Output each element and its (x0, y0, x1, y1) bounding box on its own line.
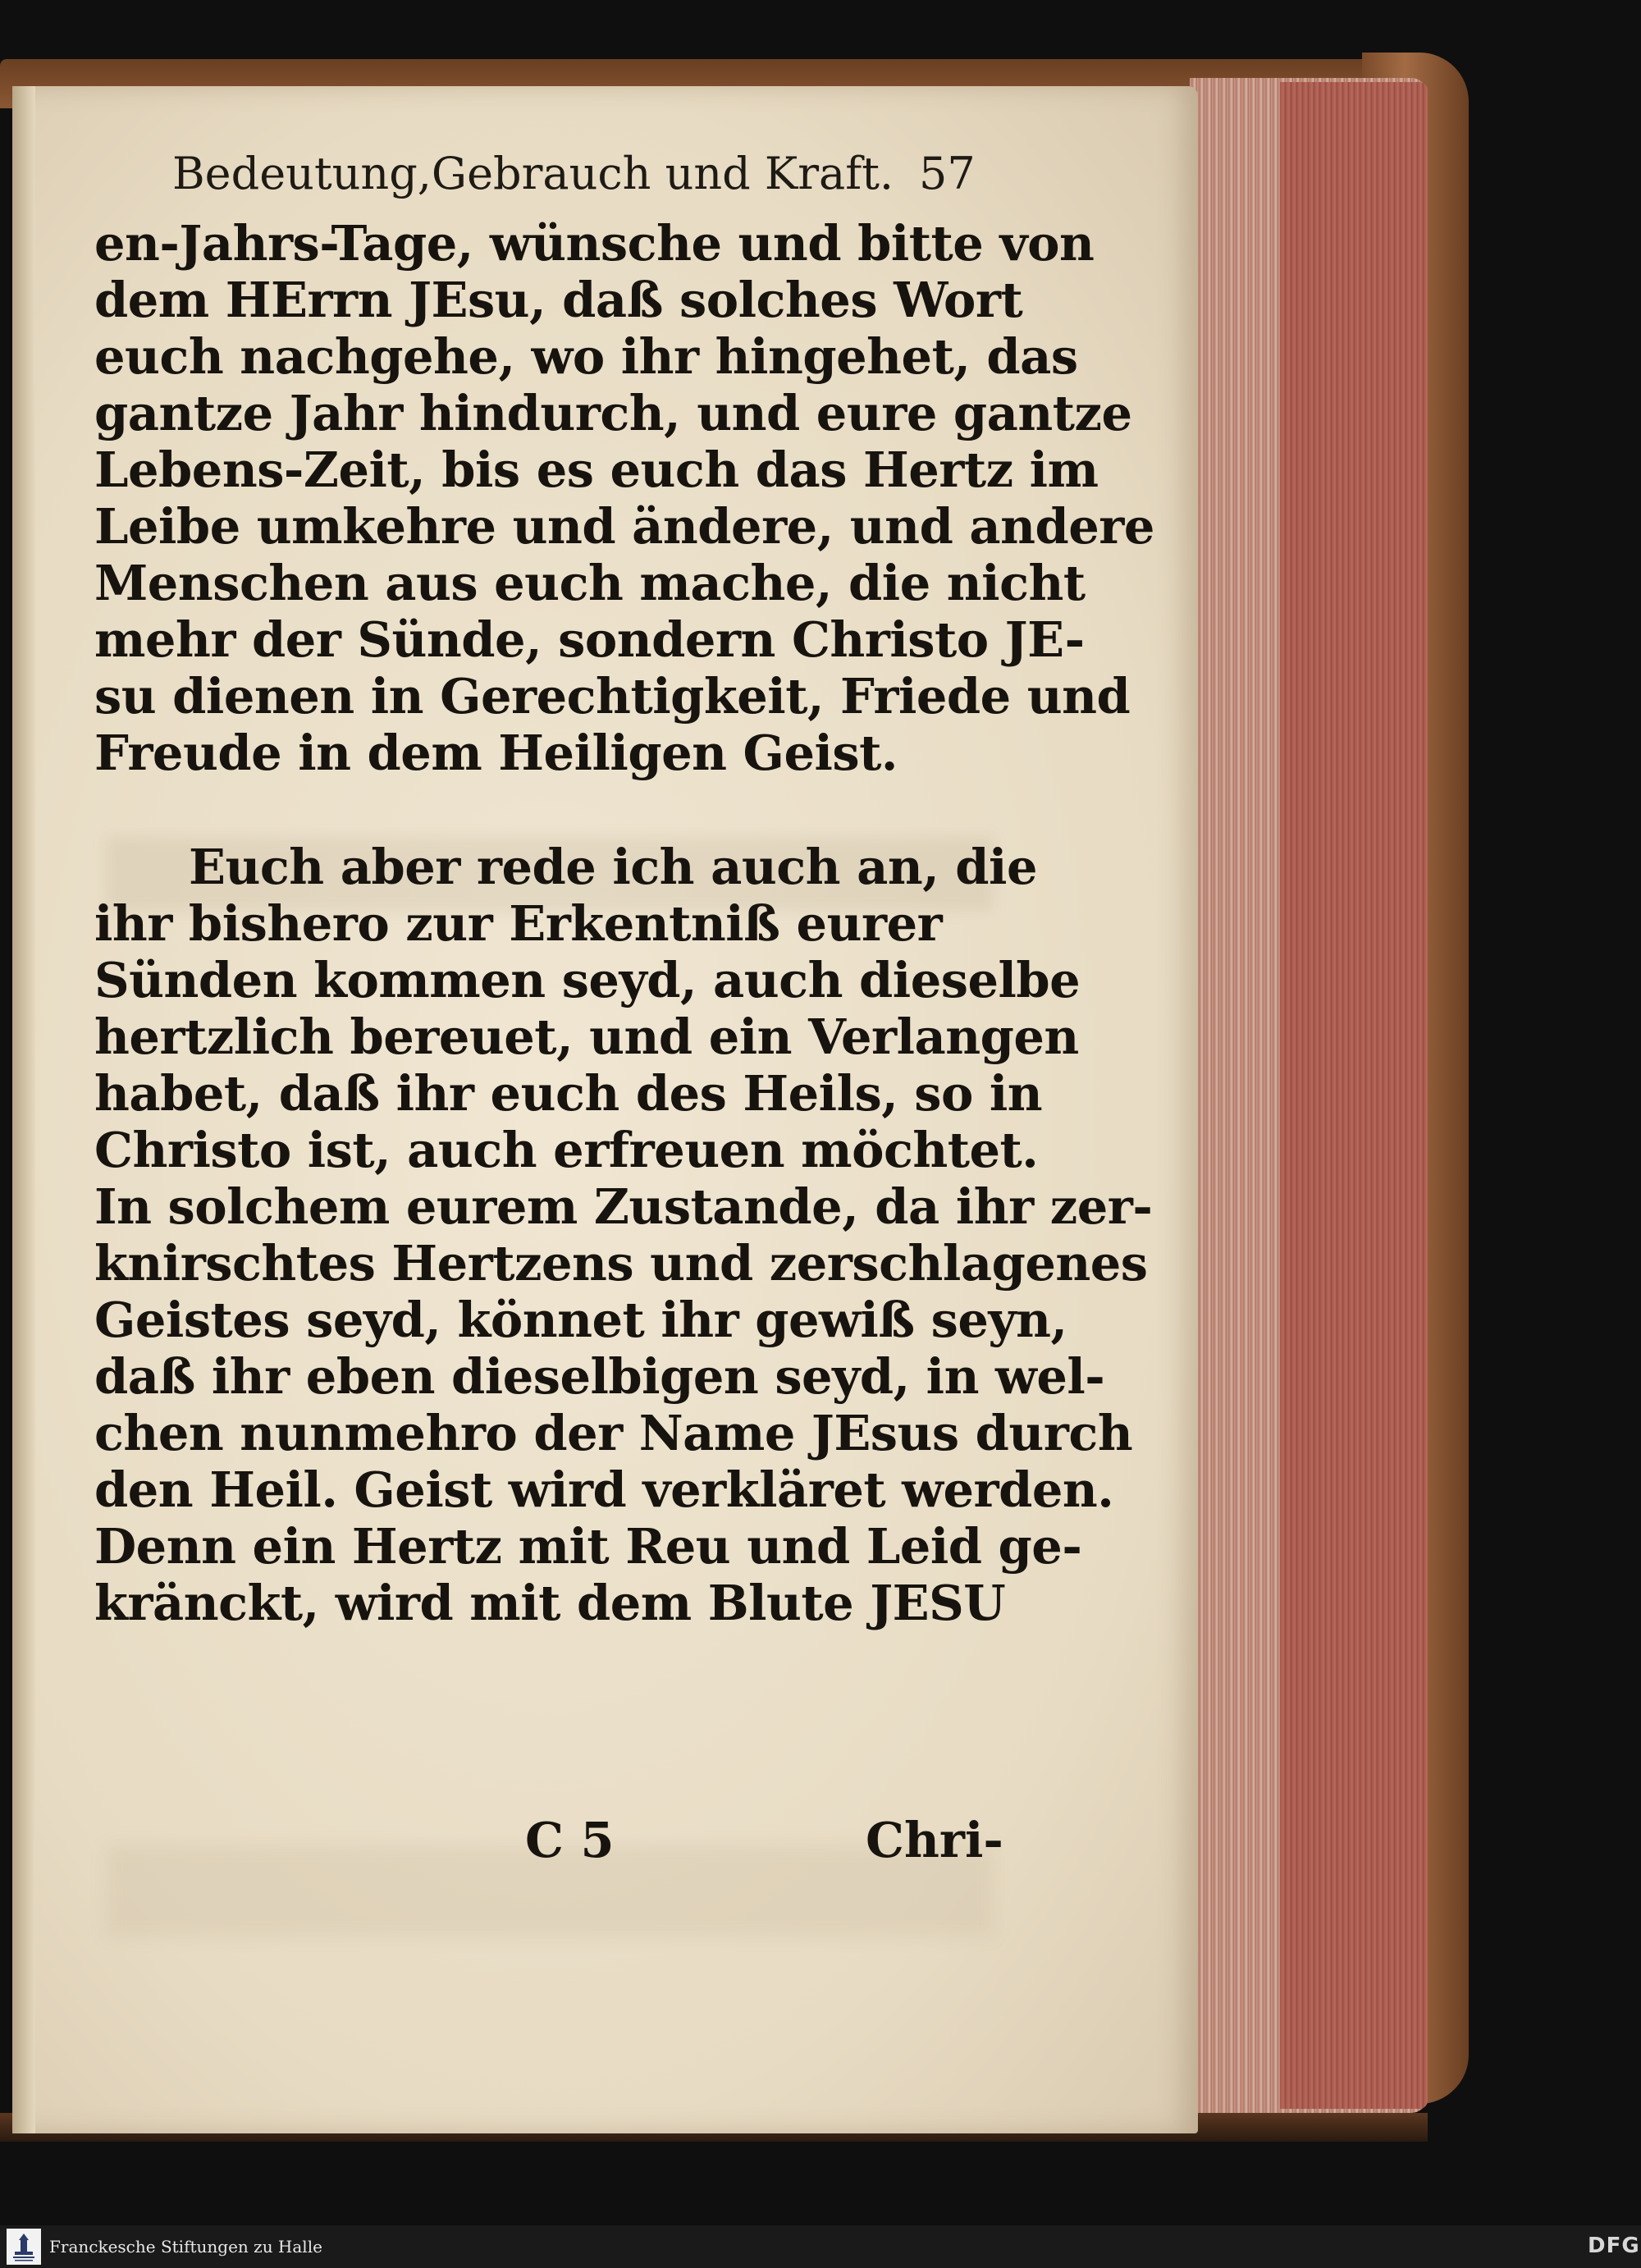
text-line: Denn ein Hertz mit Reu und Leid ge- (94, 1518, 1082, 1575)
text-line: den Heil. Geist wird verkläret werden. (94, 1461, 1114, 1518)
text-line: knirschtes Hertzens und zerschlagenes (94, 1235, 1148, 1292)
text-line: Leibe umkehre und ändere, und andere (94, 498, 1154, 555)
text-line: kränckt, wird mit dem Blute JESU (94, 1575, 1006, 1631)
text-line: habet, daß ihr euch des Heils, so in (94, 1065, 1043, 1122)
text-line: daß ihr eben dieselbigen seyd, in wel- (94, 1348, 1105, 1405)
text-line: hertzlich bereuet, und ein Verlangen (94, 1008, 1079, 1065)
text-line: ihr bishero zur Erkentniß eurer (94, 895, 943, 952)
page-gutter (12, 86, 35, 2133)
institution-logo-icon (7, 2229, 41, 2265)
text-line: Menschen aus euch mache, die nicht (94, 555, 1086, 611)
text-line: en-Jahrs-Tage, wünsche und bitte von (94, 215, 1095, 272)
page-number: 57 (919, 148, 976, 199)
running-head: Bedeutung,Gebrauch und Kraft. (172, 148, 894, 199)
page-footer (525, 1812, 1009, 1871)
body-text (94, 215, 1154, 1631)
text-line: Freude in dem Heiligen Geist. (94, 725, 898, 781)
text-line: su dienen in Gerechtigkeit, Friede und (94, 668, 1131, 725)
page-header (172, 148, 993, 205)
text-line: mehr der Sünde, sondern Christo JE- (94, 611, 1085, 668)
text-line: dem HErrn JEsu, daß solches Wort (94, 272, 1023, 328)
institution-name: Franckesche Stiftungen zu Halle (49, 2237, 322, 2257)
text-line: Lebens-Zeit, bis es euch das Hertz im (94, 441, 1099, 498)
dfg-logo: DFG (1588, 2234, 1640, 2258)
paragraph-gap (94, 781, 1005, 839)
text-line: Christo ist, auch erfreuen möchtet. (94, 1122, 1039, 1178)
text-line: Geistes seyd, könnet ihr gewiß seyn, (94, 1292, 1067, 1348)
text-line: gantze Jahr hindurch, und eure gantze (94, 385, 1132, 441)
text-line: Euch aber rede ich auch an, die (189, 839, 1037, 895)
text-line: chen nunmehro der Name JEsus durch (94, 1405, 1133, 1461)
catchword: Chri- (866, 1812, 1003, 1868)
signature-mark: C 5 (525, 1812, 615, 1868)
text-line: Sünden kommen seyd, auch dieselbe (94, 952, 1081, 1008)
text-line: euch nachgehe, wo ihr hingehet, das (94, 328, 1078, 385)
text-line: In solchem eurem Zustande, da ihr zer- (94, 1178, 1153, 1235)
red-page-edges (1280, 82, 1428, 2109)
